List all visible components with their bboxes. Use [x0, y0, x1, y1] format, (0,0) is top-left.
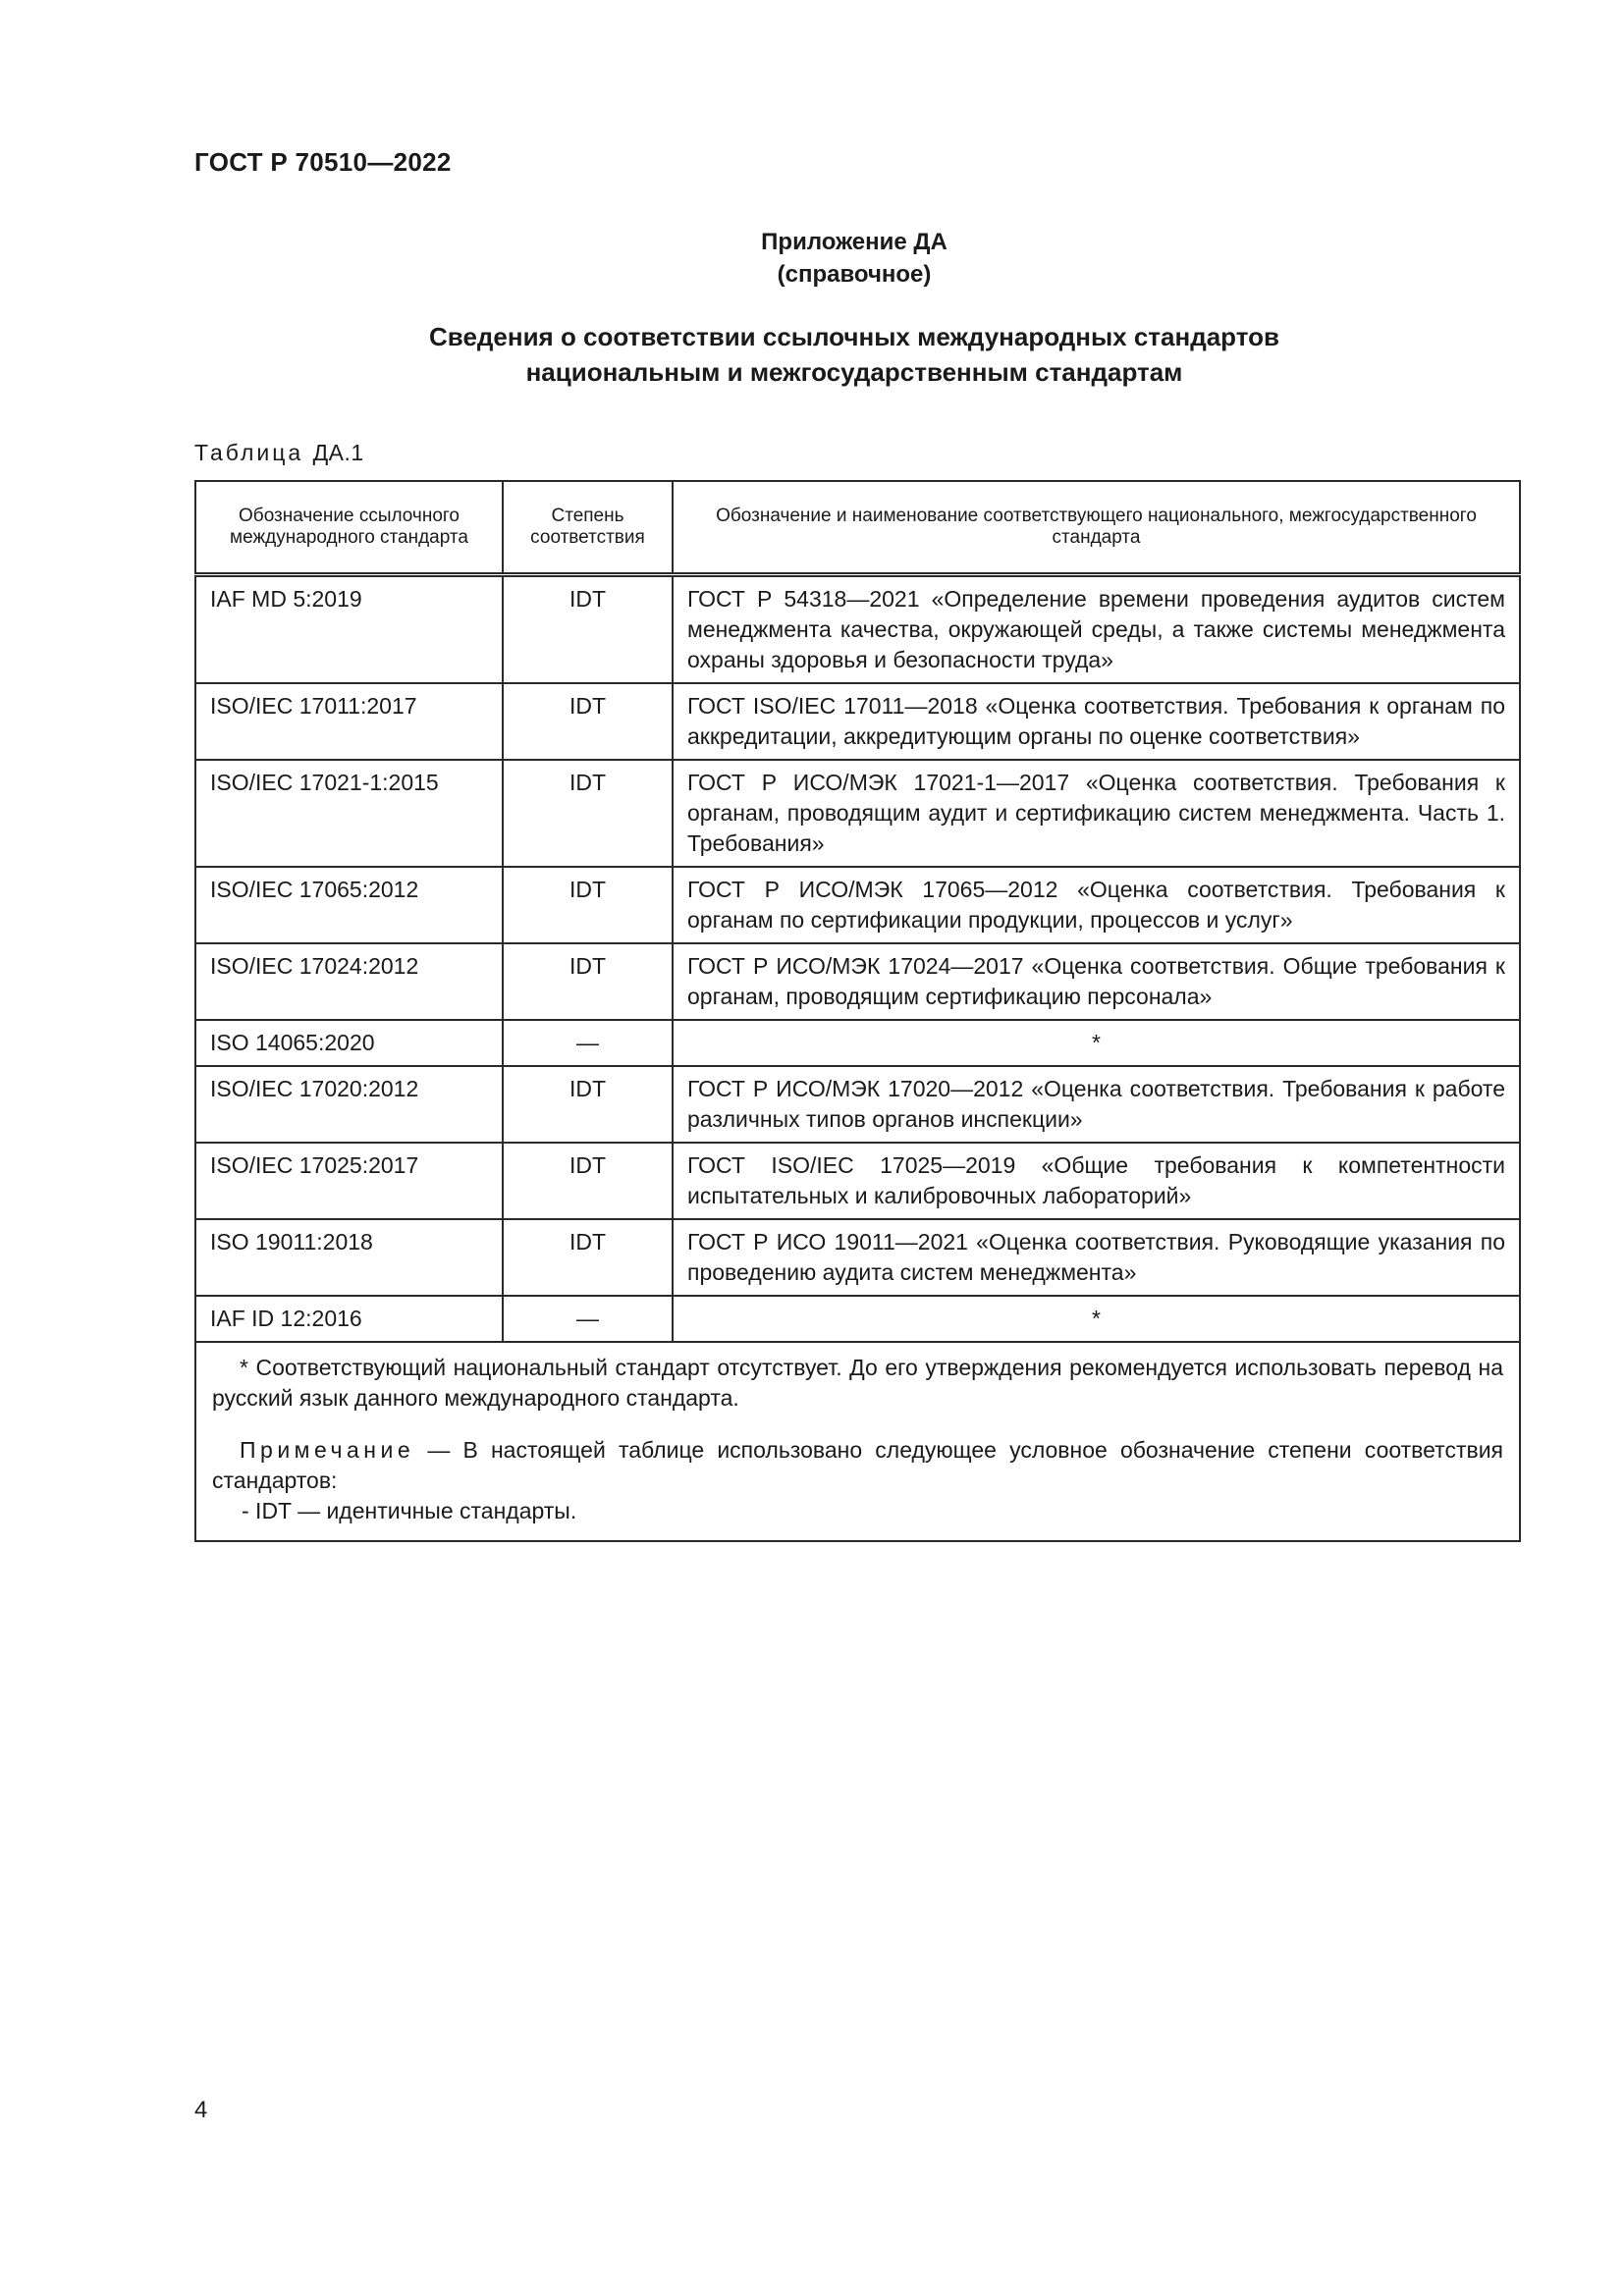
cell-national: ГОСТ Р ИСО/МЭК 17021-1—2017 «Оценка соответствия. Требования к органам, проводящим аудит и сертификацию систем менеджмента. Часть 1. Требования» [673, 760, 1520, 867]
table-header-row [195, 481, 1520, 575]
header-degree-of-correspondence: Степень соответствия [503, 481, 673, 575]
table-row [195, 1020, 1520, 1066]
header-national-standard: Обозначение и наименование соответствующего национального, межгосударственного стандарта [673, 481, 1520, 575]
cell-reference: ISO/IEC 17065:2012 [195, 867, 503, 943]
cell-degree: IDT [503, 683, 673, 760]
cell-national: ГОСТ Р 54318—2021 «Определение времени проведения аудитов систем менеджмента качества, окружающей среды, а также системы менеджмента охраны здоровья и безопасности труда» [673, 575, 1520, 684]
cell-national-footnote-mark: * [673, 1296, 1520, 1342]
table-row [195, 1219, 1520, 1296]
table-row [195, 575, 1520, 684]
table-row [195, 1143, 1520, 1219]
cell-national: ГОСТ ISO/IEC 17011—2018 «Оценка соответствия. Требования к органам по аккредитации, аккредитующим органы по оценке соответствия» [673, 683, 1520, 760]
cell-degree: IDT [503, 575, 673, 684]
section-title-line-2: национальным и межгосударственным стандартам [525, 357, 1183, 387]
cell-degree: — [503, 1020, 673, 1066]
cell-reference: ISO/IEC 17020:2012 [195, 1066, 503, 1143]
cell-degree: IDT [503, 1219, 673, 1296]
table-footnote: * Соответствующий национальный стандарт отсутствует. До его утверждения рекомендуется использовать перевод на русский язык данного международного стандарта. [212, 1355, 1503, 1411]
page-number: 4 [194, 2097, 208, 2123]
cell-degree: — [503, 1296, 673, 1342]
cell-reference: ISO 14065:2020 [195, 1020, 503, 1066]
table-note [212, 1435, 1503, 1496]
cell-degree: IDT [503, 1143, 673, 1219]
table-row [195, 1296, 1520, 1342]
cell-national: ГОСТ Р ИСО 19011—2021 «Оценка соответствия. Руководящие указания по проведению аудита систем менеджмента» [673, 1219, 1520, 1296]
cell-reference: ISO 19011:2018 [195, 1219, 503, 1296]
cell-reference: ISO/IEC 17024:2012 [195, 943, 503, 1020]
cell-reference: IAF MD 5:2019 [195, 575, 503, 684]
table-caption [194, 440, 364, 466]
standards-correspondence-table [194, 480, 1521, 1542]
cell-national-footnote-mark: * [673, 1020, 1520, 1066]
section-title-line-1: Сведения о соответствии ссылочных международных стандартов [429, 322, 1279, 351]
cell-national: ГОСТ Р ИСО/МЭК 17065—2012 «Оценка соответствия. Требования к органам по сертификации продукции, процессов и услуг» [673, 867, 1520, 943]
note-text: — В настоящей таблице использовано следующее условное обозначение степени соответствия стандартов: [212, 1437, 1503, 1493]
cell-national: ГОСТ Р ИСО/МЭК 17020—2012 «Оценка соответствия. Требования к работе различных типов органов инспекции» [673, 1066, 1520, 1143]
table-caption-word: Таблица [194, 440, 304, 465]
cell-degree: IDT [503, 867, 673, 943]
cell-reference: ISO/IEC 17025:2017 [195, 1143, 503, 1219]
section-title [0, 319, 1624, 390]
annex-heading [0, 226, 1624, 291]
note-list-item: - IDT — идентичные стандарты. [242, 1498, 577, 1523]
table-row [195, 943, 1520, 1020]
header-reference-standard: Обозначение ссылочного международного стандарта [195, 481, 503, 575]
cell-reference: ISO/IEC 17021-1:2015 [195, 760, 503, 867]
note-label: Примечание [240, 1437, 415, 1463]
table-row [195, 867, 1520, 943]
annex-type: (справочное) [777, 261, 932, 288]
table-footer-row [195, 1342, 1520, 1541]
table-row [195, 1066, 1520, 1143]
cell-degree: IDT [503, 943, 673, 1020]
table-row [195, 683, 1520, 760]
table-row [195, 760, 1520, 867]
annex-title: Приложение ДА [761, 229, 947, 255]
cell-national: ГОСТ Р ИСО/МЭК 17024—2017 «Оценка соответствия. Общие требования к органам, проводящим сертификацию персонала» [673, 943, 1520, 1020]
document-code: ГОСТ Р 70510—2022 [194, 147, 452, 177]
cell-national: ГОСТ ISO/IEC 17025—2019 «Общие требования к компетентности испытательных и калибровочных лабораторий» [673, 1143, 1520, 1219]
cell-reference: IAF ID 12:2016 [195, 1296, 503, 1342]
table-notes [195, 1342, 1520, 1541]
table-caption-number: ДА.1 [312, 440, 364, 465]
cell-reference: ISO/IEC 17011:2017 [195, 683, 503, 760]
cell-degree: IDT [503, 1066, 673, 1143]
cell-degree: IDT [503, 760, 673, 867]
